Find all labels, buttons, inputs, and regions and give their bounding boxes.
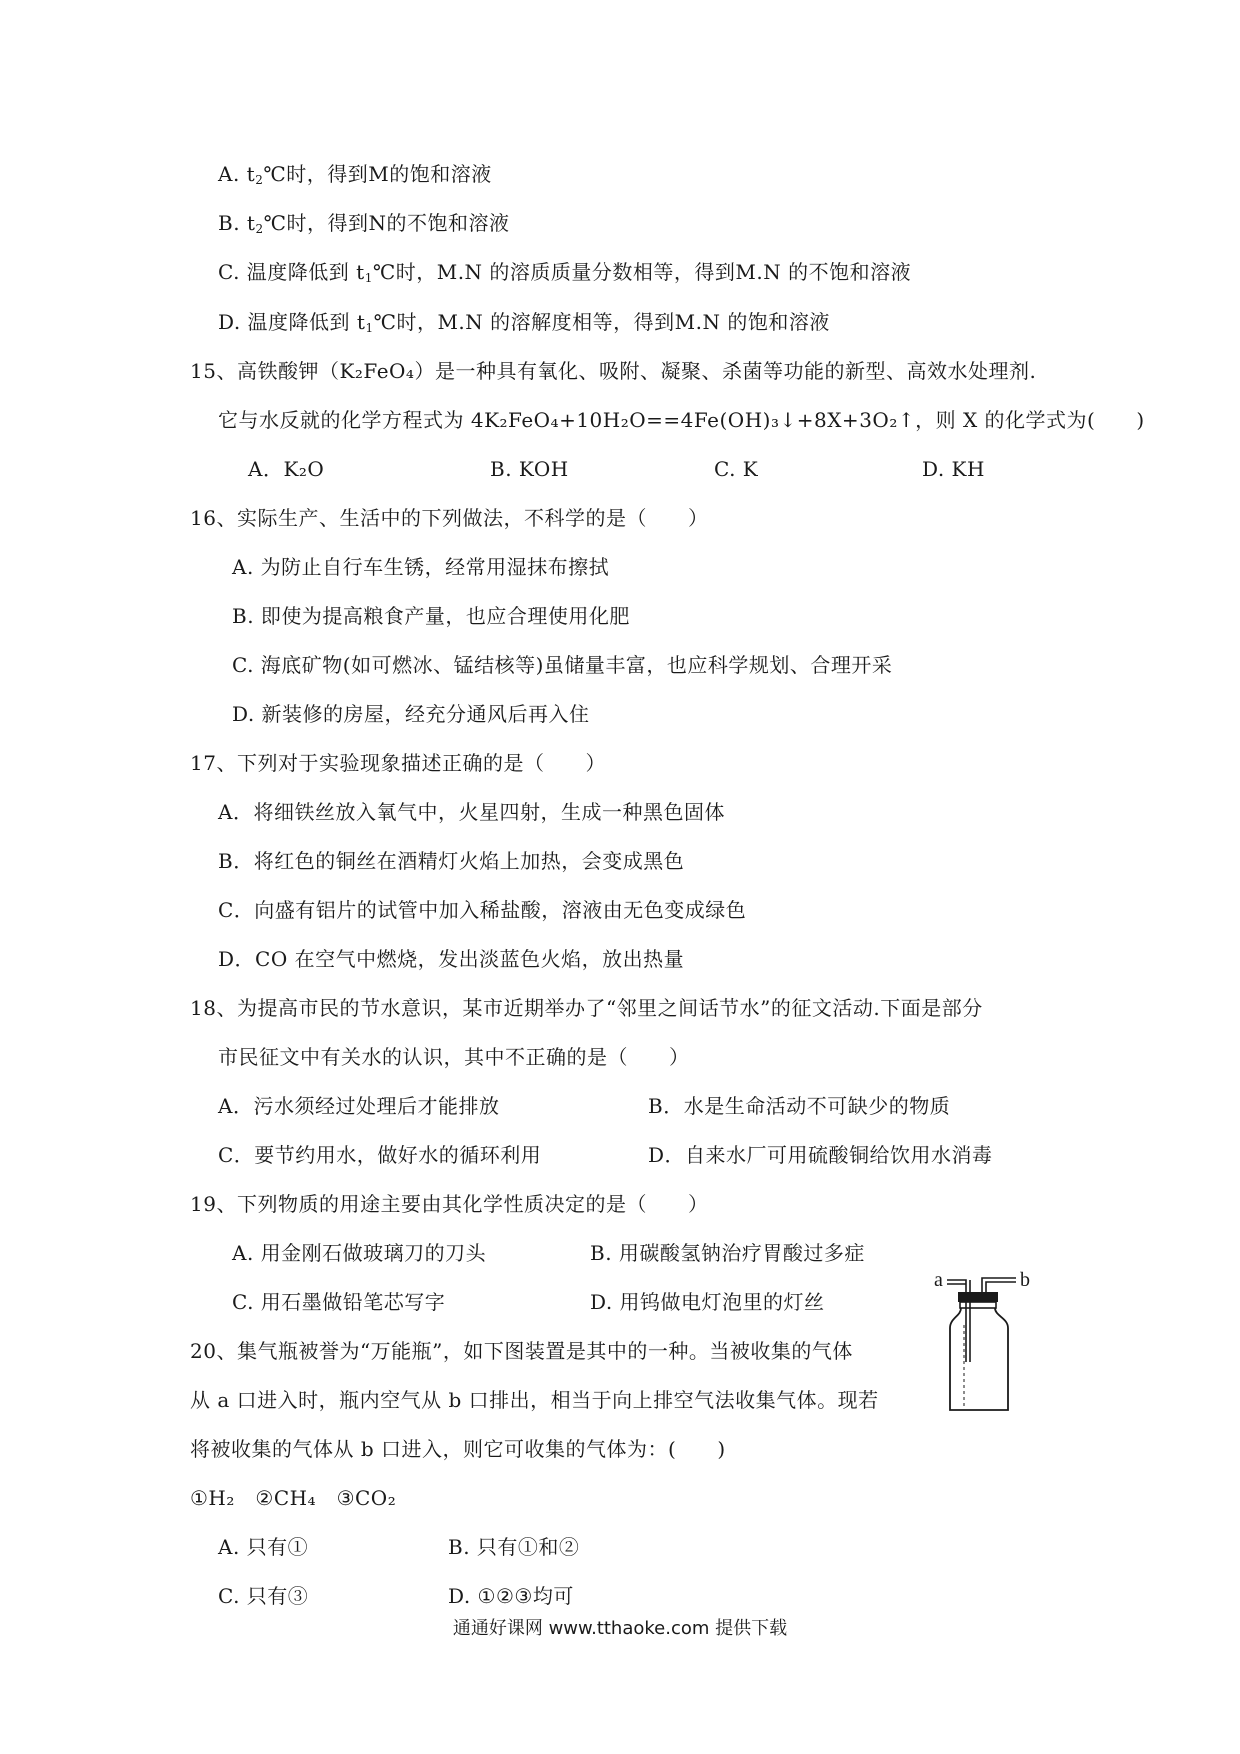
q17-option-a: A．将细铁丝放入氧气中，火星四射，生成一种黑色固体	[218, 800, 725, 824]
q14-option-a: A. $t_2℃$时，得到M的饱和溶液	[218, 162, 492, 187]
q15-stem-line1: 15、高铁酸钾（K₂FeO₄）是一种具有氧化、吸附、凝聚、杀菌等功能的新型、高效水处理剂.	[190, 359, 1037, 383]
q17-option-c: C．向盛有铝片的试管中加入稀盐酸，溶液由无色变成绿色	[218, 898, 747, 922]
q20-stem-line3: 将被收集的气体从 b 口进入，则它可收集的气体为：( )	[190, 1437, 726, 1461]
q17-stem: 17、下列对于实验现象描述正确的是（ ）	[190, 751, 606, 775]
gas-collecting-bottle-figure	[930, 1270, 1040, 1420]
figure-label-a: a	[934, 1270, 943, 1291]
q14-option-b: B. $t_2℃$时，得到N的不饱和溶液	[218, 211, 510, 236]
q16-stem: 16、实际生产、生活中的下列做法，不科学的是（ ）	[190, 506, 709, 530]
q17-option-d: D．CO 在空气中燃烧，发出淡蓝色火焰，放出热量	[218, 947, 685, 971]
q15-option-c: C. K	[714, 457, 759, 481]
q20-option-a: A. 只有①	[218, 1535, 309, 1559]
q19-option-c: C. 用石墨做铅笔芯写字	[232, 1290, 446, 1314]
q18-option-a: A．污水须经过处理后才能排放	[218, 1094, 500, 1118]
q16-option-b: B. 即使为提高粮食产量，也应合理使用化肥	[232, 604, 630, 628]
q19-option-d: D. 用钨做电灯泡里的灯丝	[590, 1290, 825, 1314]
bottle-body	[950, 1308, 1008, 1410]
q18-option-c: C．要节约用水，做好水的循环利用	[218, 1143, 542, 1167]
q19-option-b: B. 用碳酸氢钠治疗胃酸过多症	[590, 1241, 865, 1265]
q15-option-d: D. KH	[922, 457, 985, 481]
q18-option-b: B．水是生命活动不可缺少的物质	[648, 1094, 951, 1118]
q14-option-d: D. 温度降低到 $t_1℃$时，M.N 的溶解度相等，得到M.N 的饱和溶液	[218, 310, 830, 335]
q18-option-d: D．自来水厂可用硫酸铜给饮用水消毒	[648, 1143, 993, 1167]
q19-option-a: A. 用金刚石做玻璃刀的刀头	[232, 1241, 487, 1265]
q18-stem-line2: 市民征文中有关水的认识，其中不正确的是（ ）	[218, 1045, 690, 1069]
q20-stem-line2: 从 a 口进入时，瓶内空气从 b 口排出，相当于向上排空气法收集气体。现若	[190, 1388, 879, 1412]
q17-option-b: B．将红色的铜丝在酒精灯火焰上加热，会变成黑色	[218, 849, 685, 873]
q19-stem: 19、下列物质的用途主要由其化学性质决定的是（ ）	[190, 1192, 709, 1216]
q15-option-a: A．K₂O	[248, 457, 325, 481]
q16-option-a: A. 为防止自行车生锈，经常用湿抹布擦拭	[232, 555, 610, 579]
figure-label-b: b	[1020, 1270, 1030, 1291]
q20-gas-list: ①H₂ ②CH₄ ③CO₂	[190, 1486, 397, 1510]
page-footer: 通通好课网 www.tthaoke.com 提供下载	[452, 1618, 788, 1639]
q16-option-c: C. 海底矿物(如可燃冰、锰结核等)虽储量丰富，也应科学规划、合理开采	[232, 653, 893, 677]
q20-option-b: B. 只有①和②	[448, 1535, 580, 1559]
q18-stem-line1: 18、为提高市民的节水意识，某市近期举办了“邻里之间话节水”的征文活动.下面是部分	[190, 996, 983, 1020]
q15-option-b: B. KOH	[490, 457, 569, 481]
q16-option-d: D. 新装修的房屋，经充分通风后再入住	[232, 702, 590, 726]
bottle-tubes	[947, 1278, 1016, 1362]
bottle-stopper	[958, 1292, 998, 1302]
q20-option-c: C. 只有③	[218, 1584, 309, 1608]
q20-stem-line1: 20、集气瓶被誉为“万能瓶”，如下图装置是其中的一种。当被收集的气体	[190, 1339, 853, 1363]
q20-option-d: D. ①②③均可	[448, 1584, 574, 1608]
q14-option-c: C. 温度降低到 $t_1℃$时，M.N 的溶质质量分数相等，得到M.N 的不饱和溶液	[218, 260, 912, 285]
q15-stem-line2: 它与水反就的化学方程式为 4K₂FeO₄+10H₂O==4Fe(OH)₃↓+8X+3O₂↑，则 X 的化学式为( )	[218, 408, 1145, 432]
